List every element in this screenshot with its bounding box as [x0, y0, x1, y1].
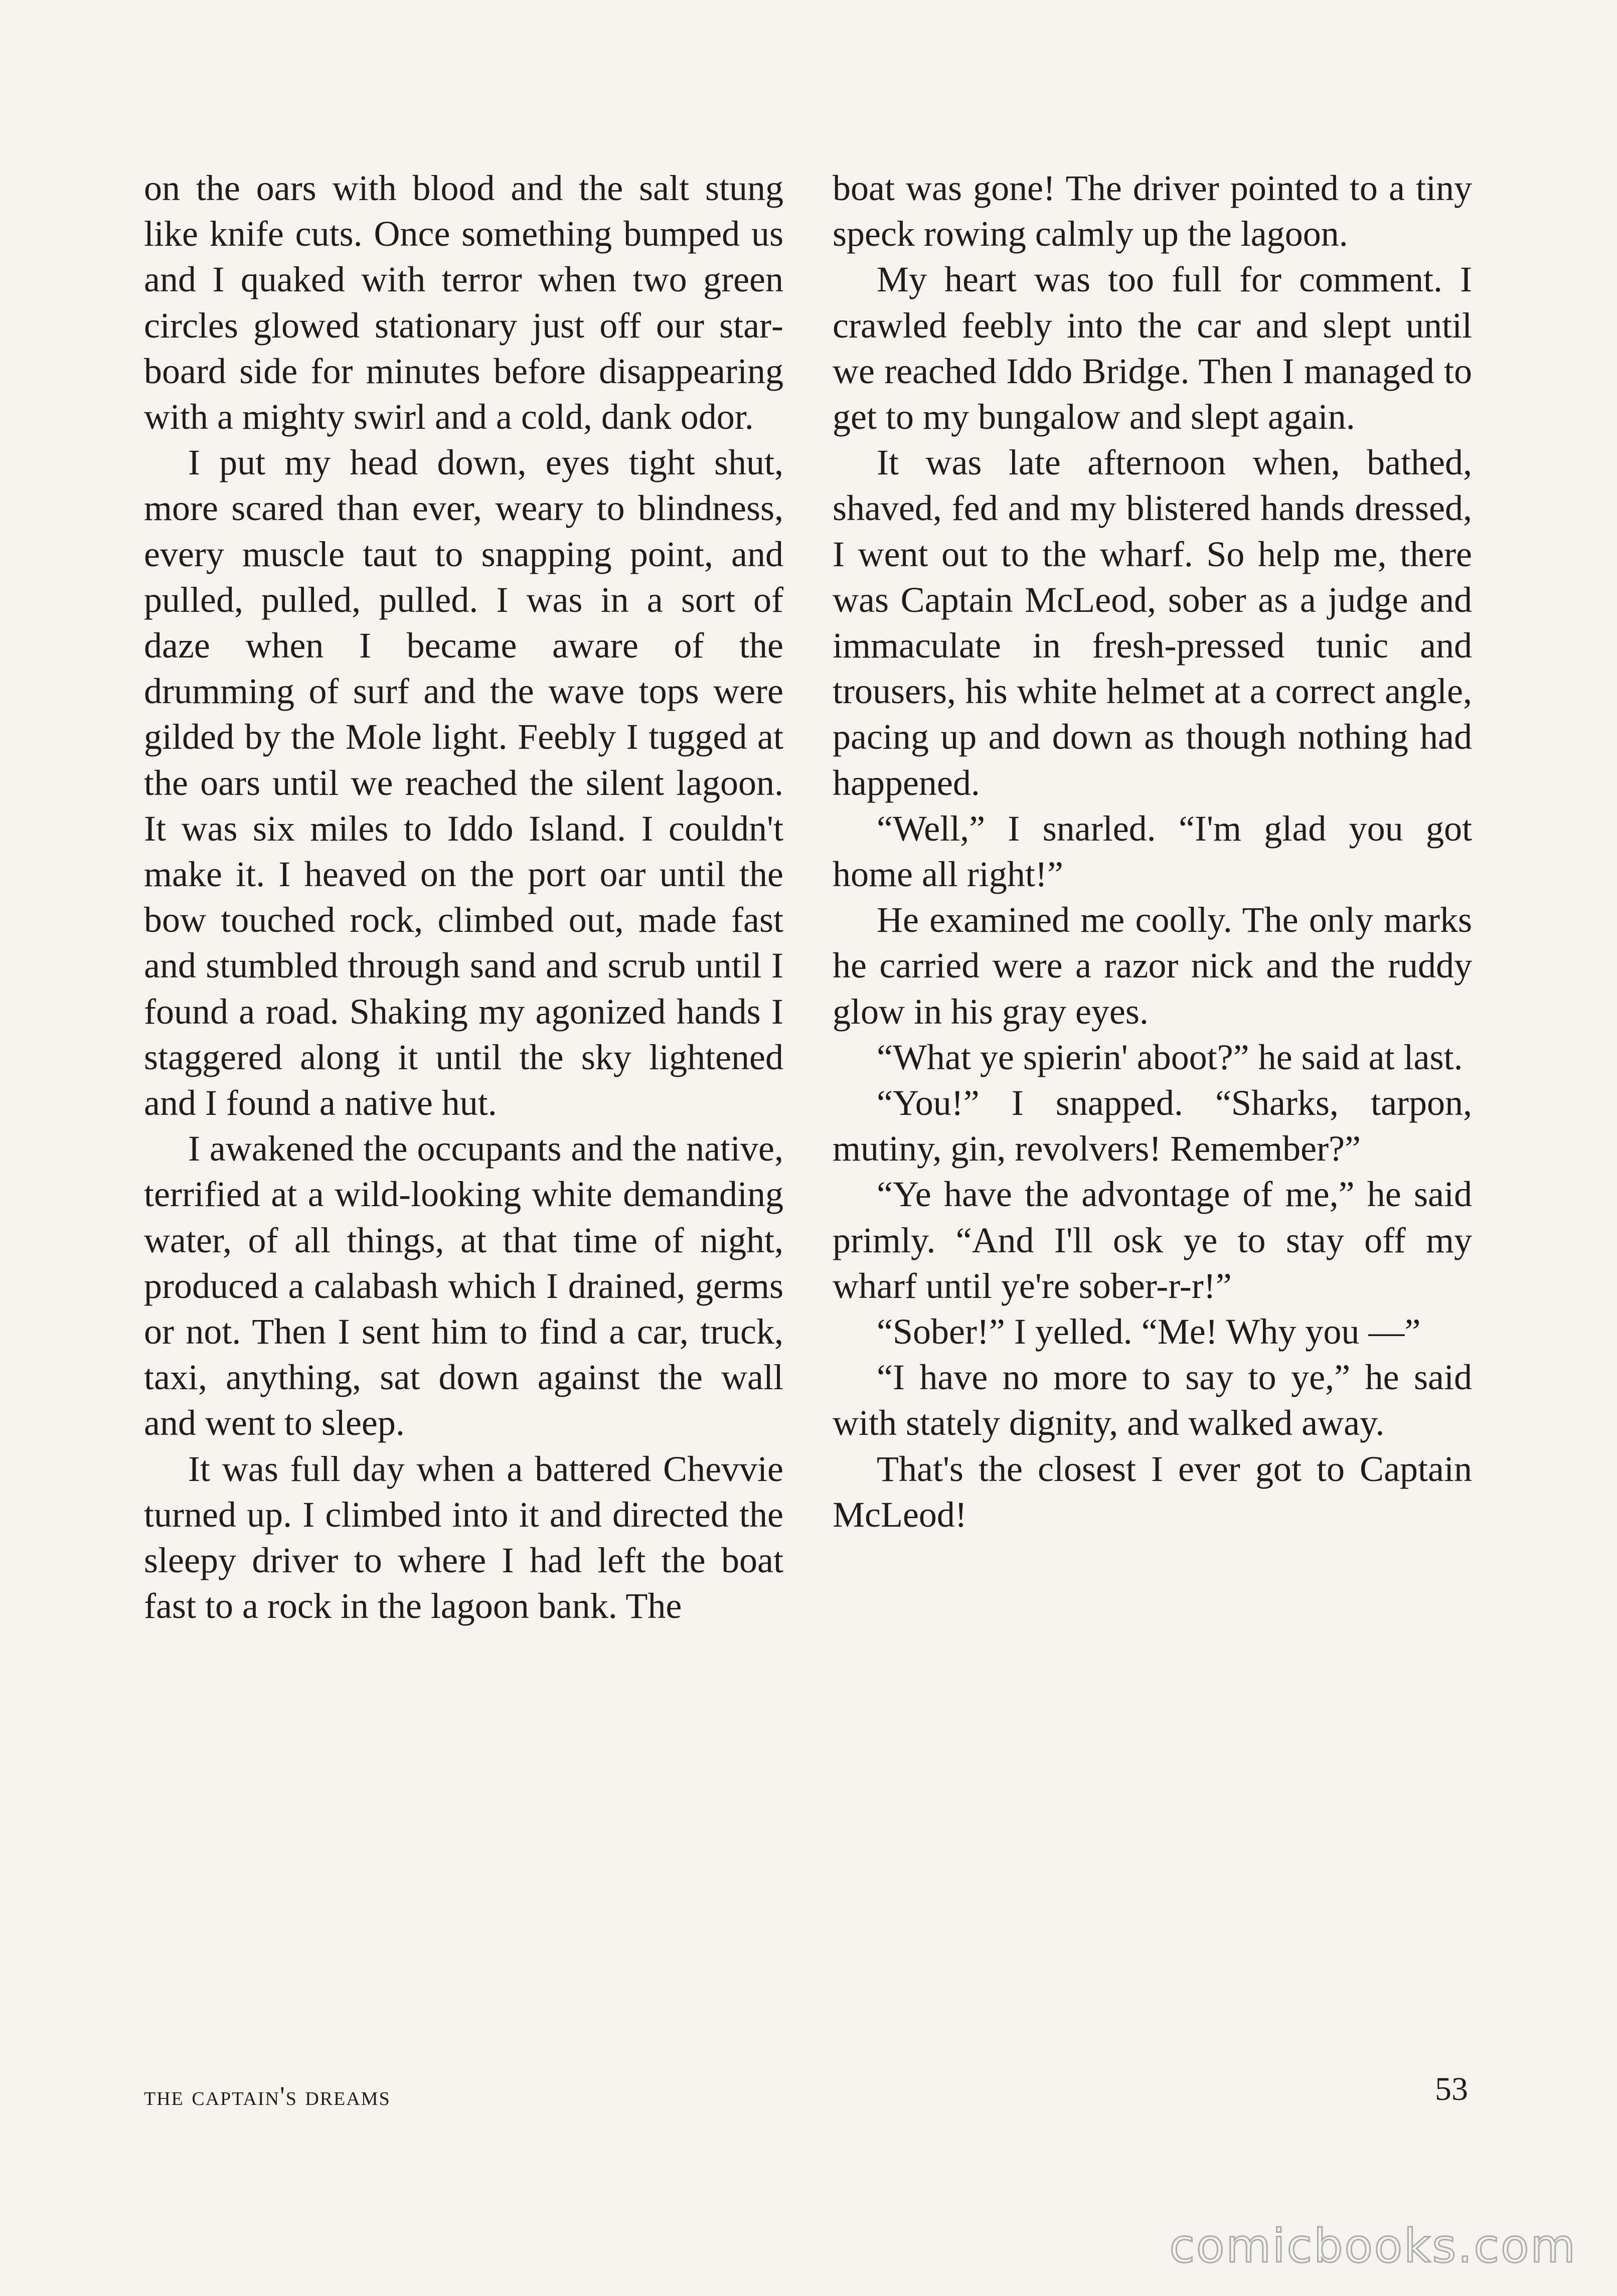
paragraph: It was full day when a battered Chevvie turned up. I climbed into it and directed the sleepy driver to where I had left the boat fast to a rock in the lagoon bank. The	[144, 1448, 783, 1626]
paragraph: He examined me coolly. The only marks he carried were a razor nick and the ruddy glow in his gray eyes.	[833, 900, 1472, 1032]
text-column-right	[833, 166, 1472, 1538]
paragraph: “What ye spierin' aboot?” he said at last.	[877, 1037, 1463, 1077]
paragraph: “Ye have the advontage of me,” he said primly. “And I'll osk ye to stay off my wharf until ye're sober-r-r!”	[833, 1174, 1472, 1306]
paragraph: boat was gone! The driver pointed to a tiny speck rowing calmly up the lagoon.	[833, 168, 1472, 254]
running-footer-title: the captain's dreams	[144, 2081, 391, 2111]
text-column-left	[144, 166, 783, 1629]
paragraph: That's the closest I ever got to Captain McLeod!	[833, 1448, 1472, 1535]
paragraph: I put my head down, eyes tight shut, more scared than ever, weary to blindness, every muscle taut to snapping point, and pulled, pulled, pulled. I was in a sort of daze when I became aware of the drumming of surf and the wave tops were gilded by the Mole light. Feebly I tugged at the oars until we reached the silent lagoon. It was six miles to Iddo Island. I couldn't make it. I heaved on the port oar until the bow touched rock, climbed out, made fast and stumbled through sand and scrub until I found a road. Shaking my agonized hands I staggered along it until the sky lightened and I found a native hut.	[144, 442, 783, 1123]
paragraph: “Sober!” I yelled. “Me! Why you —”	[877, 1311, 1421, 1352]
paragraph: “I have no more to say to ye,” he said with stately dignity, and walked away.	[833, 1357, 1472, 1443]
paragraph: It was late afternoon when, bathed, shaved, fed and my blistered hands dressed, I went out to the wharf. So help me, there was Captain McLeod, sober as a judge and immaculate in fresh-pressed tunic and trousers, his white helmet at a correct angle, pacing up and down as though nothing had happened.	[833, 442, 1472, 803]
watermark-logo: comicbooks.com	[1169, 2219, 1577, 2273]
paragraph: I awakened the occupants and the native, terrified at a wild-looking white demanding water, of all things, at that time of night, produced a calabash which I drained, germs or not. Then I sent him to find a car, truck, taxi, anything, sat down against the wall and went to sleep.	[144, 1128, 783, 1443]
page-number: 53	[1435, 2071, 1468, 2107]
paragraph: My heart was too full for comment. I crawled feebly into the car and slept until we reached Iddo Bridge. Then I managed to get to my bungalow and slept again.	[833, 259, 1472, 437]
paragraph: on the oars with blood and the salt stung like knife cuts. Once something bumped us and I quaked with terror when two green circles glowed stationary just off our starboard side for minutes before disappearing with a mighty swirl and a cold, dank odor.	[144, 168, 783, 437]
paragraph: “Well,” I snarled. “I'm glad you got home all right!”	[833, 808, 1472, 895]
paragraph: “You!” I snapped. “Sharks, tarpon, mutiny, gin, revolvers! Remember?”	[833, 1083, 1472, 1169]
